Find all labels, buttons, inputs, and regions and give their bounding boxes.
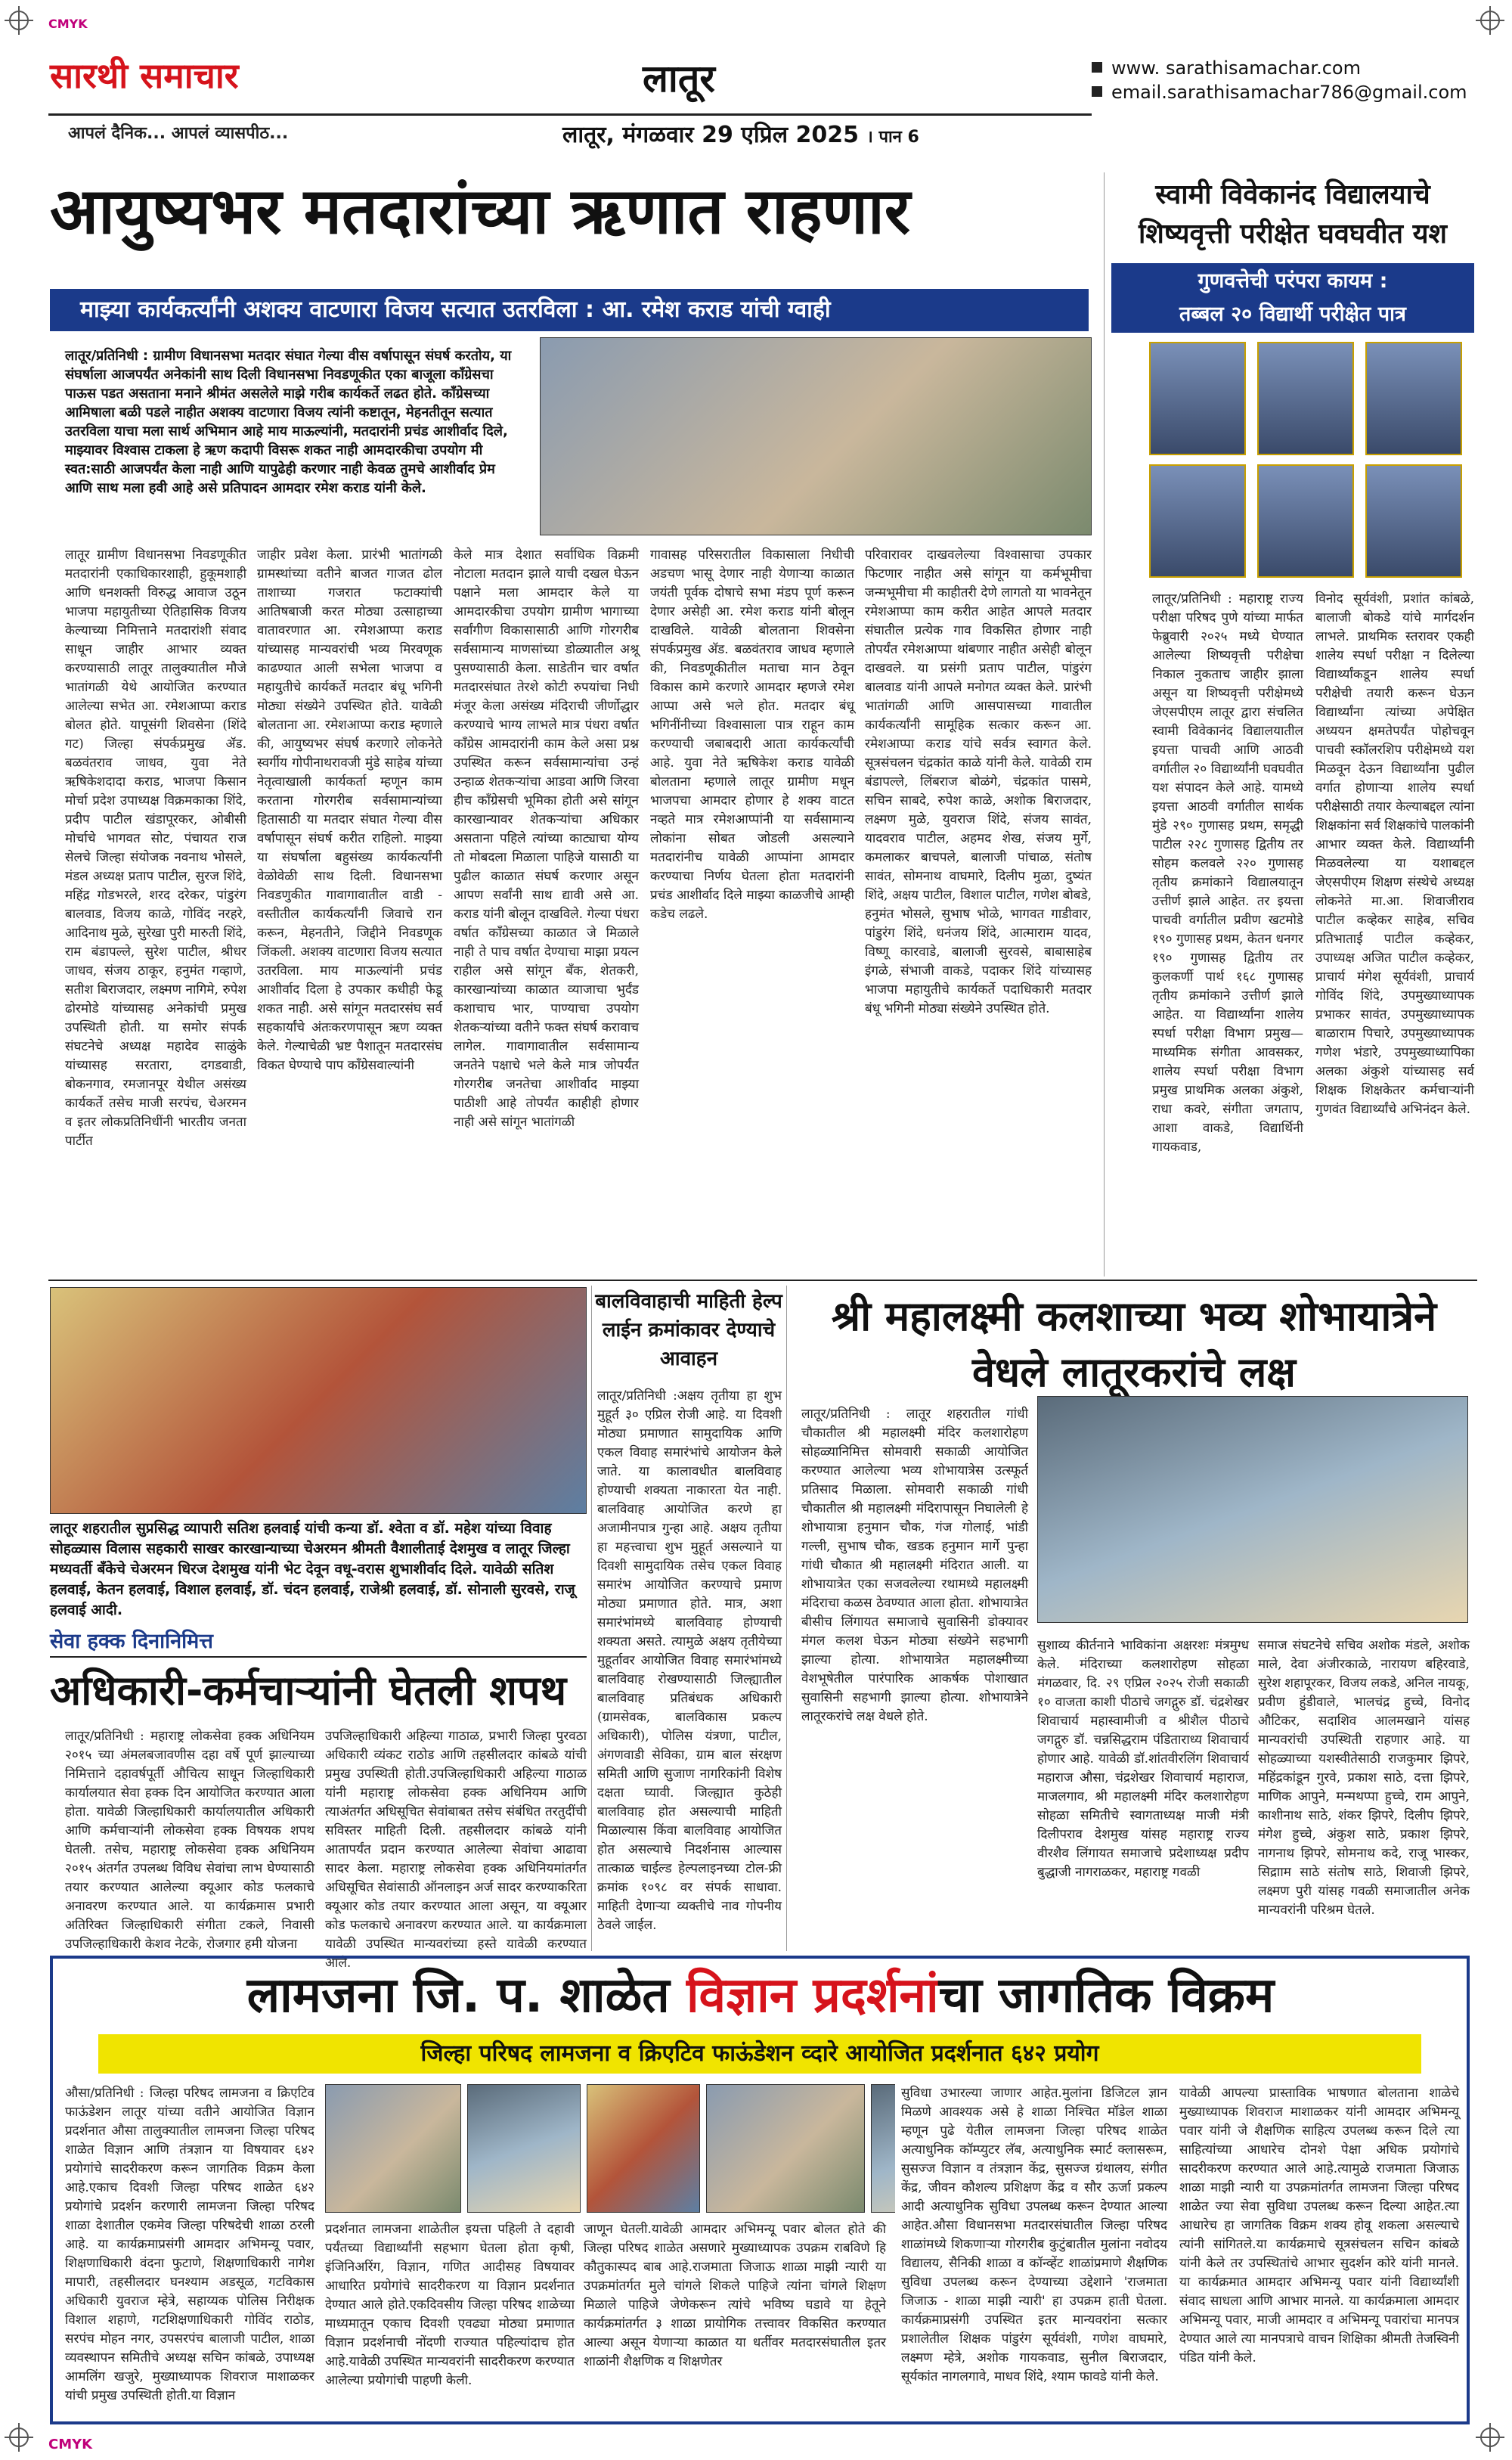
email-text: email.sarathisamachar786@gmail.com	[1111, 82, 1467, 103]
science-headline-highlight: विज्ञान प्रदर्शना	[686, 1968, 939, 2024]
science-headline-part1: लामजना जि. प. शाळेत	[246, 1968, 686, 2024]
kicker-rule	[50, 1656, 587, 1658]
lead-column-5: परिवारावर दाखवलेल्या विश्वासाचा उपकार फिटणार नाहीत असे सांगून या कर्मभूमीचा जन्मभूमीचा मी काहीतरी देणे लागतो या भावनेतून रमेशआप्पा काम करीत आहेत आपले मतदार संघातील प्रत्येक गाव विकसित होणार नाही तोपर्यंत रमेशआप्पा थांबणार नाहीत असेही बोलून दाखवले. या प्रसंगी प्रताप पाटील, पांडुरंग बालवाड यांनी आपले मनोगत व्यक्त केले. प्रारंभी भातांगळी आणि आसपासच्या गावातील कार्यकर्त्यांनी सामूहिक सत्कार करून आ. रमेशआप्पा कराड यांचे सर्वत्र स्वागत केले. सूत्रसंचलन चंद्रकांत काळे यांनी केले. यावेळी राम बंडापल्ले, लिंबराज बोळंगे, चंद्रकांत पासमे, सचिन साबदे, रुपेश काळे, अशोक बिराजदार, लक्ष्मण मुळे, युवराज शिंदे, संजय सावंत, यादवराव पाटील, अहमद शेख, संजय मुर्गे, कमलाकर बाचपले, बालाजी पांचाळ, संतोष सावंत, सोमनाथ वाघमारे, दिलीप मुळा, दुष्यंत शिंदे, अक्षय पाटील, विशाल पाटील, गणेश बोबडे, हनुमंत भोसले, सुभाष भोळे, भागवत गाडीवार, पांडुरंग शिंदे, धनंजय शिंदे, आत्माराम यादव, विष्णू कारवाडे, बालाजी सुरवसे, बाबासाहेब इंगळे, संभाजी वाकडे, पदाकर शिंदे यांच्यासह भाजपा महायुतीचे कार्यकर्ते पदाधिकारी मतदार बंधू भगिनी मोठ्या संख्येने उपस्थित होते.	[865, 548, 1092, 1016]
procession-photo	[1037, 1396, 1468, 1623]
science-photo-4	[706, 2084, 865, 2213]
student-photos	[1149, 342, 1467, 580]
science-photo-1	[325, 2084, 461, 2213]
column-divider	[1104, 172, 1105, 1277]
kalash-column-1: लातूर/प्रतिनिधी : लातूर शहरातील गांधी चौकातील श्री महालक्ष्मी मंदिर कलशारोहण सोहळ्यानिमित्त सोमवारी सकाळी आयोजित करण्यात आलेल्या भव्य शोभायात्रेस उत्स्फूर्त प्रतिसाद मिळाला. सोमवारी सकाळी गांधी चौकातील श्री महालक्ष्मी मंदिरापासून निघालेली हे शोभायात्रा हनुमान चौक, गंज गोलाई, भांडी गल्ली, सुभाष चौक, खडक हनुमान मार्गे पुन्हा गांधी चौकात श्री महालक्ष्मी मंदिरात आली. या शोभायात्रेत एका सजवलेल्या रथामध्ये महालक्ष्मी मंदिराचा कळस ठेवण्यात आला होता. शोभायात्रेत बीसीच लिंगायत समाजाचे सुवासिनी डोक्यावर मंगल कलश घेऊन मोठ्या संख्येने सहभागी झाल्या होत्या. शोभायात्रेत महालक्ष्मीच्या वेशभूषेतील पारंपारिक आकर्षक पोशाखात सुवासिनी सहभागी झाल्या होत्या. शोभायात्रेने लातूरकरांचे लक्ष वेधले होते.	[801, 1407, 1028, 1724]
registration-mark	[1480, 2427, 1500, 2447]
lead-subhead: माझ्या कार्यकर्त्यांनी अशक्य वाटणारा विजय सत्यात उतरविला : आ. रमेश कराड यांची ग्वाही	[50, 289, 1089, 331]
scholar-subhead-line2: तब्बल २० विद्यार्थी परीक्षेत पात्र	[1179, 302, 1406, 326]
lead-column-1: लातूर ग्रामीण विधानसभा निवडणूकीत मतदारांनी एकाधिकारशाही, हुकूमशाही आणि धनशक्ती विरुद्ध आवाज उठून भाजपा महायुतीच्या ऐतिहासिक विजय केल्याच्या निमित्ताने मतदारांशी संवाद साधून जाहीर आभार व्यक्त करण्यासाठी लातूर तालुक्यातील मौजे भातांगळी येथे आयोजित करण्यात आलेल्या सभेत आ. रमेशआप्पा कराड बोलत होते. यापूसंगी शिवसेना (शिंदे गट) जिल्हा संपर्कप्रमुख ॲड. बळवंतराव जाधव, युवा नेते ऋषिकेशदादा कराड, भाजपा किसान मोर्चा प्रदेश उपाध्यक्ष विक्रमकाका शिंदे, प्रदीप पाटील खंडापूरकर, ओबीसी मोर्चाचे भागवत सोट, पंचायत राज सेलचे जिल्हा संयोजक नवनाथ भोसले, मंडल अध्यक्ष प्रताप पाटील, सुरज शिंदे, महिंद्र गोडभरले, शरद दरेकर, पांडुरंग बालवाड, विजय काळे, गोविंद नरहरे, आदिनाथ मुळे, सुरेखा पुरी मारुती शिंदे, राम बंडापल्ले, सुरेश पाटील, श्रीधर जाधव, संजय ठाकूर, हनुमंत गव्हाणे, सतीश बिराजदार, लक्ष्मण नागिमे, रुपेश ढोरमोडे यांच्यासह अनेकांची प्रमुख उपस्थिती होती. या समोर संपर्क संघटनेचे अध्यक्ष महादेव साळुंके यांच्यासह सरतारा, दगडवाडी, बोकनगाव, रमजानपूर येथील असंख्य कार्यकर्ते तसेच माजी सरपंच, चेअरमन व इतर लोकप्रतिनिधींनी भारतीय जनता पार्टीत	[65, 548, 246, 1149]
scholar-headline-line2: शिष्यवृत्ती परीक्षेत घवघवीत यश	[1139, 219, 1447, 250]
date-text: लातूर, मंगळवार 29 एप्रिल 2025	[562, 122, 860, 148]
oath-headline: अधिकारी-कर्मचाऱ्यांनी घेतली शपथ	[50, 1667, 567, 1714]
lead-rally-photo	[540, 337, 1092, 535]
email-icon	[1092, 86, 1102, 97]
registration-mark	[9, 11, 29, 30]
science-subhead: जिल्हा परिषद लामजना व क्रिएटिव फाऊंडेशन व्दारे आयोजित प्रदर्शनात ६४२ प्रयोग	[98, 2034, 1421, 2074]
cmyk-mark: CMYK	[48, 17, 88, 31]
edition-name: लातूर	[643, 57, 715, 101]
scholar-column-2: विनोद सूर्यवंशी, प्रशांत कांबळे, बालाजी बोकडे यांचे मार्गदर्शन लाभले. प्राथमिक स्तरावर एकही शालेय स्पर्धा परीक्षा न दिलेल्या विद्यार्थ्यांकडून शालेय स्पर्धा परीक्षेची तयारी करून घेऊन विद्यार्थ्यांना त्यांच्या अपेक्षित अध्ययन क्षमतेपर्यंत पोहोचवून पाचवी स्कॉलरशिप परीक्षेमध्ये यश मिळवून देऊन विद्यार्थ्यांना पुढील वर्गात होणाऱ्या शालेय स्पर्धा परीक्षेसाठी तयार केल्याबद्दल त्यांना शिक्षकांना सर्व शिक्षकांचे पालकांनी आभार व्यक्त केले. विद्यार्थ्यांनी मिळवलेल्या या यशाबद्दल जेएसपीएम शिक्षण संस्थेचे अध्यक्ष लोकनेते मा.आ. शिवाजीराव पाटील कव्हेकर साहेब, सचिव प्रतिभाताई पाटील कव्हेकर, उपाध्यक्ष अजित पाटील कव्हेकर, प्राचार्य मंगेश सूर्यवंशी, प्राचार्य गोविंद शिंदे, उपमुख्याध्यापक प्रभाकर सावंत, उपमुख्याध्यापक बाळाराम पिचारे, उपमुख्याध्यापक गणेश भंडारे, उपमुख्याध्यापिका अलका अंकुशे यांच्यासह सर्व शिक्षक शिक्षकेतर कर्मचाऱ्यांनी गुणवंत विद्यार्थ्यांचे अभिनंदन केले.	[1315, 591, 1474, 1117]
wedding-photo	[50, 1287, 587, 1514]
masthead-rule	[48, 113, 1092, 116]
student-photo	[1365, 464, 1462, 578]
lead-column-2: जाहीर प्रवेश केला. प्रारंभी भातांगळी ग्रामस्थांच्या वतीने बाजत गाजत ढोल ताशाच्या गजरात फटाक्यांची आतिषबाजी करत मोठ्या उत्साहाच्या वातावरणात आ. रमेशआप्पा कराड यांच्यासह मान्यवरांची भव्य मिरवणूक काढण्यात आली सभेला भाजपा व महायुतीचे कार्यकर्ते मतदार बंधू भगिनी मोठ्या संख्येने उपस्थित होते. यावेळी बोलताना आ. रमेशआप्पा कराड म्हणाले की, आयुष्यभर संघर्ष करणारे लोकनेते स्वर्गीय गोपीनाथरावजी मुंडे साहेब यांच्या नेतृत्वाखाली कार्यकर्ता म्हणून काम करताना गोरगरीब सर्वसामान्यांच्या हितासाठी या मतदार संघात गेल्या वीस वर्षापासून संघर्ष करीत राहिलो. माझ्या या संघर्षाला बहुसंख्य कार्यकर्त्यांनी वेळोवेळी साथ दिली. विधानसभा निवडणुकीत गावागावातील वाडी - वस्तीतील कार्यकर्त्यांनी जिवाचे रान करून, मेहनतीने, जिद्दीने निवडणूक जिंकली. अशक्य वाटणारा विजय सत्यात उतरविला. माय माऊल्यांनी प्रचंड आशीर्वाद दिला हे उपकार कधीही फेडू शकत नाही. असे सांगून मतदारसंघ सर्व सहकार्यांचे अंतःकरणपासून ऋण व्यक्त केले. गेल्याचेळी भ्रष्ट पैशातून मतदारसंघ विकत घेण्याचे पाप कॉंग्रेसवाल्यांनी	[257, 548, 442, 1073]
brand-logo: सारथी समाचार	[50, 55, 239, 96]
science-column-3: जाणून घेतली.यावेळी आमदार अभिमन्यू पवार बोलत होते की जिल्हा परिषद शाळेत असणारे मुख्याध्यापक उपक्रम राबविणे हि कौतुकास्पद बाब आहे.राजमाता जिजाऊ शाळा माझी न्यारी या उपक्रमांतर्गत मुले चांगले शिकले पाहिजे त्यांना चांगले शिक्षण मिळाले पाहिजे जेणेकरून त्यांचे भविष्य घडावे या हेतूने कार्यक्रमांतर्गत ३ शाळा प्रायोगिक तत्त्वावर विकसित करण्यात आल्या असून येणाऱ्या काळात या धर्तीवर मतदारसंघातील इतर शाळांनी शैक्षणिक व शिक्षणेतर	[584, 2222, 886, 2369]
kalash-headline: श्री महालक्ष्मी कलशाच्या भव्य शोभायात्रेने वेधले लातूरकरांचे लक्ष	[831, 1292, 1437, 1396]
scholar-headline-line1: स्वामी विवेकानंद विद्यालयाचे	[1155, 179, 1430, 210]
science-column-1: औसा/प्रतिनिधी : जिल्हा परिषद लामजना व क्रिएटिव फाऊंडेशन लातूर यांच्या वतीने आयोजित विज्ञान प्रदर्शनात औसा तालुक्यातील लामजना जिल्हा परिषद शाळेत विज्ञान आणि तंत्रज्ञान या विषयावर ६४२ प्रयोगांचे सादरीकरण करून जागतिक विक्रम केला आहे.एकाच दिवशी जिल्हा परिषद शाळेत ६४२ प्रयोगांचे प्रदर्शन करणारी लामजना जिल्हा परिषद शाळा देशातील एकमेव जिल्हा परिषदेची शाळा ठरली आहे. या कार्यक्रमाप्रसंगी आमदार अभिमन्यू पवार, शिक्षणाधिकारी वंदना फुटाणे, शिक्षणाधिकारी नागेश मापारी, तहसीलदार घनश्याम अडसूळ, गटविकास अधिकारी युवराज म्हेत्रे, सहाय्यक पोलिस निरीक्षक विशाल शहाणे, गटशिक्षणाधिकारी गोविंद राठोड, सरपंच मोहन नगर, उपसरपंच बालाजी पाटील, शाळा व्यवस्थापन समितीचे अध्यक्ष सचिन कांबळे, उपाध्यक्ष आमलिंग खजुरे, मुख्याध्यापक शिवराज माशाळकर यांची प्रमुख उपस्थिती होती.या विज्ञान	[65, 2086, 314, 2403]
child-body: लातूर/प्रतिनिधी :अक्षय तृतीया हा शुभ मुहूर्त ३० एप्रिल रोजी आहे. या दिवशी मोठ्या प्रमाणात सामुदायिक आणि एकल विवाह समारंभांचे आयोजन केले जाते. या कालावधीत बालविवाह होण्याची शक्यता नाकारता येत नाही. बालविवाह आयोजित करणे हा अजामीनपात्र गुन्हा आहे. अक्षय तृतीया हा महत्त्वाचा शुभ मुहूर्त असल्याने या दिवशी सामुदायिक तसेच एकल विवाह समारंभ आयोजित करण्याचे प्रमाण मोठ्या प्रमाणात होते. मात्र, अशा समारंभांमध्ये बालविवाह होण्याची शक्यता असते. त्यामुळे अक्षय तृतीयेच्या मुहूर्तावर आयोजित विवाह समारंभांमध्ये बालविवाह रोखण्यासाठी जिल्ह्यातील बालविवाह प्रतिबंधक अधिकारी (ग्रामसेवक, बालविकास प्रकल्प अधिकारी), पोलिस यंत्रणा, पाटील, अंगणवाडी सेविका, ग्राम बाल संरक्षण समिती आणि सुजाण नागरिकांनी विशेष दक्षता घ्यावी. जिल्ह्यात कुठेही बालविवाह होत असल्याची माहिती मिळाल्यास किंवा बालविवाह आयोजित होत असल्याचे निदर्शनास आल्यास तात्काळ चाईल्ड हेल्पलाइनच्या टोल-फ्री क्रमांक १०९८ वर संपर्क साधावा. माहिती देणाऱ्या व्यक्तीचे नाव गोपनीय ठेवले जाईल.	[597, 1388, 782, 1933]
student-photo	[1257, 464, 1354, 578]
website-text: www. sarathisamachar.com	[1111, 57, 1361, 79]
kalash-column-2: सुशाव्य कीर्तनाने भाविकांना अक्षरशः मंत्रमुग्ध केले. मंदिराच्या कलशारोहण सोहळा मंगळवार, दि. २९ एप्रिल २०२५ रोजी सकाळी १० वाजता काशी पीठाचे जगद्गुरु डॉ. चंद्रशेखर शिवाचार्य महास्वामीजी व श्रीशैल पीठाचे जगद्गुरु डॉ. चन्नसिद्धराम पंडिताराध्य शिवाचार्य होणार आहे. यावेळी डॉ.शांतवीरलिंग शिवाचार्य महाराज औसा, चंद्रशेखर शिवाचार्य महाराज, माजलगाव, श्री महालक्ष्मी मंदिर कलशारोहण सोहळा समितीचे स्वागताध्यक्ष माजी मंत्री दिलीपराव देशमुख यांसह महाराष्ट्र राज्य वीरशैव लिंगायत समाजाचे प्रदेशाध्यक्ष प्रदीप बुद्धाजी नागराळकर, महाराष्ट्र गवळी	[1037, 1638, 1249, 1880]
cmyk-mark: CMYK	[48, 2437, 93, 2452]
student-photo	[1365, 342, 1462, 455]
column-divider	[786, 1286, 787, 1951]
science-column-2: प्रदर्शनात लामजना शाळेतील इयत्ता पहिली ते दहावी पर्यंतच्या विद्यार्थ्यांनी सहभाग घेतला होता कृषी, इंजिनिअरिंग, विज्ञान, गणित आदीसह विषयावर आधारित प्रयोगांचे सादरीकरण या विज्ञान प्रदर्शनात देण्यात आले होते.एकदिवसीय जिल्हा परिषद शाळेच्या माध्यमातून एकाच दिवशी एवढ्या मोठ्या प्रमाणात विज्ञान प्रदर्शनाची नोंदणी राज्यात पहिल्यांदाच होत आहे.यावेळी उपस्थित मान्यवरांनी सादरीकरण करण्यात आलेल्या प्रयोगांची पाहणी केली.	[325, 2222, 575, 2388]
student-photo	[1149, 464, 1246, 578]
wedding-caption: लातूर शहरातील सुप्रसिद्ध व्यापारी सतिश हलवाई यांची कन्या डॉ. श्वेता व डॉ. महेश यांच्या विवाह सोहळ्यास विलास सहकारी साखर कारखान्याच्या चेअरमन श्रीमती वैशालीताई देशमुख व लातूर जिल्हा मध्यवर्ती बँकेचे चेअरमन धिरज देशमुख यांनी भेट देवून वधू-वरास शुभाशीर्वाद दिले. यावेळी सतिश हलवाई, केतन हलवाई, विशाल हलवाई, डॉ. चंदन हलवाई, राजेश्री हलवाई, डॉ. सोनाली सुरवसे, राजू हलवाई आदी.	[50, 1520, 575, 1618]
scholar-subhead-line1: गुणवत्तेची परंपरा कायम :	[1198, 269, 1388, 293]
lead-intro: लातूर/प्रतिनिधी : ग्रामीण विधानसभा मतदार संघात गेल्या वीस वर्षापासून संघर्ष करतोय, या संघर्षाला आजपर्यंत अनेकांनी साथ दिली विधानसभा निवडणूकीत एका बाजूला कॉंग्रेसचा पाऊस पडत असताना मनाने श्रीमंत असलेले माझे गरीब कार्यकर्ते लढत होते. कॉंग्रेसच्या आमिषाला बळी पडले नाहीत अशक्य वाटणारा विजय त्यांनी कष्टातून, मेहनतीतून सत्यात उतरविला याचा मला सार्थ अभिमान आहे माय माऊल्यांनी, मतदारांनी प्रचंड आशीर्वाद दिले, माझ्यावर विश्वास टाकला हे ऋण कदापी विसरू शकत नाही आमदारकीचा उपयोग मी स्वत:साठी आजपर्यंत केला नाही आणि यापुढेही करणार नाही केवळ तुमचे आशीर्वाद प्रेम आणि साथ मला हवी आहे असे प्रतिपादन आमदार रमेश कराड यांनी केले.	[65, 348, 512, 496]
scholar-column-1: लातूर/प्रतिनिधी : महाराष्ट्र राज्य परीक्षा परिषद पुणे यांच्या मार्फत फेब्रुवारी २०२५ मध्ये घेण्यात आलेल्या शिष्यवृत्ती परीक्षेचा निकाल नुकताच जाहीर झाला असून या शिष्यवृत्ती परीक्षेमध्ये जेएसपीएम लातूर द्वारा संचलित स्वामी विवेकानंद विद्यालयातील इयत्ता पाचवी आणि आठवी वर्गातील २० विद्यार्थ्यांनी घवघवीत यश संपादन केले आहे. यामध्ये इयत्ता आठवी वर्गातील सार्थक मुंडे २९० गुणासह प्रथम, समृद्धी पाटील २२८ गुणासह द्वितीय तर सोहम कलवले २२० गुणासह तृतीय क्रमांकाने विद्यालयातून उत्तीर्ण झाले आहेत. तर इयत्ता पाचवी वर्गातील प्रवीण खटमोडे १९० गुणासह प्रथम, केतन धनगर १९० गुणासह द्वितीय तर कुलकर्णी पार्थ १६८ गुणासह तृतीय क्रमांकाने उत्तीर्ण झाले आहेत. या विद्यार्थ्यांना शालेय स्पर्धा परीक्षा विभाग प्रमुख—माध्यमिक संगीता आवसकर, शालेय स्पर्धा परीक्षा विभाग प्रमुख प्राथमिक अलका अंकुशे, राधा कवरे, संगीता जगताप, आशा वाकडे, विद्यार्थिनी गायकवाड,	[1152, 591, 1303, 1155]
lead-column-4: गावासह परिसरातील विकासाला निधीची अडचण भासू देणार नाही येणाऱ्या काळात जयंती पूर्वक दोषाचे सभा मंडप पूर्ण करून देणार असेही आ. रमेश कराड यांनी बोलून दाखविले. यावेळी बोलताना शिवसेना संपर्कप्रमुख ॲड. बळवंतराव जाधव म्हणाले की, निवडणूकीतील मताचा मान ठेवून विकास कामे करणारे आमदार म्हणजे रमेश आप्पा असे भले होत. मतदार बंधू भगिनींनीच्या विश्वासाला पात्र राहून काम करण्याची जबाबदारी आता कार्यकर्त्यांची आहे. युवा नेते ऋषिकेश कराड यावेळी बोलताना म्हणाले लातूर ग्रामीण मधून भाजपचा आमदार होणार हे शक्य वाटत नव्हते मात्र रमेशआप्पांनी या सर्वसामान्य लोकांना सोबत जोडली असल्याने मतदारांनीच यावेळी आप्पांना आमदार करण्याचा निर्णय घेतला होता मतदारांनी प्रचंड आशीर्वाद दिले माझ्या काळजीचे आम्ही कडेच लढले.	[650, 548, 854, 922]
science-photo-2	[467, 2084, 581, 2213]
science-column-4: सुविधा उभारल्या जाणार आहेत.मुलांना डिजिटल ज्ञान मिळणे आवश्यक असे हे शाळा निश्चित मॉडेल शाळा म्हणून पुढे येतील लामजना जिल्हा परिषद शाळेत अत्याधुनिक कॉम्प्युटर लॅब, अत्याधुनिक स्मार्ट क्लासरूम, सुसज्ज विज्ञान व तंत्रज्ञान केंद्र, सुसज्ज ग्रंथालय, संगीत केंद्र, जीवन कौशल्य प्रशिक्षण केंद्र व सौर ऊर्जा प्रकल्प आदी अत्याधुनिक सुविधा उपलब्ध करून देण्यात आल्या आहेत.औसा विधानसभा मतदारसंघातील जिल्हा परिषद शाळांमध्ये शिकणाऱ्या गोरगरीब कुटुंबातील मुलांना नवोदय विद्यालय, सैनिकी शाळा व कॉन्व्हेंट शाळांप्रमाणे शैक्षणिक सुविधा उपलब्ध करून देण्याच्या उद्देशाने 'राजमाता जिजाऊ - शाळा माझी न्यारी' हा उपक्रम हाती घेतला. कार्यक्रमाप्रसंगी उपस्थित इतर मान्यवरांना सत्कार प्रशालेतील शिक्षक पांडुरंग सूर्यवंशी, गणेश वाघमारे, लक्ष्मण म्हेत्रे, अशोक गायकवाड, सुनील बिराजदार, सूर्यकांत नागलगावे, माधव शिंदे, श्याम फावडे यांनी केले.	[895, 2084, 1167, 2417]
dateline	[562, 118, 919, 149]
scholar-subhead	[1111, 263, 1474, 333]
registration-mark	[1480, 11, 1500, 30]
kalash-column-3: समाज संघटनेचे सचिव अशोक मंडले, अशोक माले, देवा अंजीरकाळे, नारायण बहिरवाडे, सुरेश शहापूरकर, विजय लकडे, अनिल नायकू, प्रवीण हुंडीवाले, भालचंद्र हुच्चे, विनोद औटिकर, सदाशिव आलमखाने यांसह मान्यवरांची उपस्थिती राहणार आहे. या सोहळ्याच्या यशस्वीतेसाठी राजकुमार झिपरे, महिंद्रकांडून गुरवे, प्रकाश साठे, दत्ता झिपरे, माणिक आपुने, मन्मथप्पा हुच्चे, राम आपुने, काशीनाथ साठे, शंकर झिपरे, दिलीप झिपरे, मंगेश हुच्चे, अंकुश साठे, प्रकाश झिपरे, नागनाथ झिपरे, सोमनाथ कदे, राजू भास्कर, सिद्रााम साठे संतोष साठे, शिवाजी झिपरे, लक्ष्मण पुरी यांसह गवळी समाजातील अनेक मान्यवरांनी परिश्रम घेतले.	[1258, 1638, 1470, 1918]
science-headline-part2: ंचा जागतिक विक्रम	[938, 1968, 1275, 2024]
science-column-5: यावेळी आपल्या प्रास्ताविक भाषणात बोलताना शाळेचे मुख्याध्यापक शिवराज माशाळकर यांनी आमदार अभिमन्यू पवार यांनी जे शैक्षणिक साहित्य उपलब्ध करून दिले त्या साहित्यांच्या आधारेच दोनशे पेक्षा अधिक प्रयोगांचे सादरीकरण करण्यात आले आहे.त्यामुळे राजमाता जिजाऊ शाळा माझी न्यारी या उपक्रमांतर्गत लामजना जिल्हा परिषद शाळेत ज्या सेवा सुविधा उपलब्ध करून दिल्या आहेत.त्या आधारेच हा जागतिक विक्रम शक्य होवू शकला असल्याचे त्यांनी सांगितले.या कार्यक्रमाचे सूत्रसंचलन सचिन कांबळे यांनी केले तर उपस्थितांचे आभार सुदर्शन कोरे यांनी मानले. या कार्यक्रमात आमदार अभिमन्यू पवार यांनी विद्यार्थ्यांशी संवाद साधला आणि आभार मानले. या कार्यक्रमाला आमदार अभिमन्यू पवार, माजी आमदार व अभिमन्यू पवारांचा मानपत्र देण्यात आले त्या मानपत्राचे वाचन शिक्षिका श्रीमती तेजस्विनी पंडित यांनी केले.	[1179, 2086, 1460, 2365]
section-rule	[48, 1280, 1477, 1281]
web-icon	[1092, 62, 1102, 73]
oath-column-1: लातूर/प्रतिनिधी : महाराष्ट्र लोकसेवा हक्क अधिनियम २०१५ च्या अंमलबजावणीस दहा वर्षे पूर्ण झाल्याच्या निमित्ताने दहावर्षपूर्ती औचित्य साधून जिल्हाधिकारी कार्यालयात सेवा हक्क दिन आयोजित करण्यात आला होता. यावेळी जिल्हाधिकारी कार्यालयातील अधिकारी आणि कर्मचाऱ्यांनी लोकसेवा हक्क विषयक शपथ घेतली. तसेच, महाराष्ट्र लोकसेवा हक्क अधिनियम २०१५ अंतर्गत उपलब्ध विविध सेवांचा लाभ घेण्यासाठी तयार करण्यात आलेल्या क्यूआर कोड फलकाचे अनावरण करण्यात आले. या कार्यक्रमास प्रभारी अतिरिक्त जिल्हाधिकारी संगीता टकले, निवासी उपजिल्हाधिकारी केशव नेटके, रोजगार हमी योजना	[65, 1729, 314, 1952]
child-headline: बालविवाहाची माहिती हेल्प लाईन क्रमांकावर देण्याचे आवाहन	[595, 1290, 782, 1370]
tagline: आपलं दैनिक... आपलं व्यासपीठ...	[68, 124, 289, 143]
lead-headline: आयुष्यभर मतदारांच्या ऋणात राहणार	[50, 174, 911, 248]
registration-mark	[9, 2427, 29, 2447]
student-photo	[1149, 342, 1246, 455]
oath-column-2: उपजिल्हाधिकारी अहिल्या गाठाळ, प्रभारी जिल्हा पुरवठा अधिकारी व्यंकट राठोड आणि तहसीलदार कांबळे यांची प्रमुख उपस्थिती होती.उपजिल्हाधिकारी अहिल्या गाठाळ यांनी महाराष्ट्र लोकसेवा हक्क अधिनियम आणि त्याअंतर्गत अधिसूचित सेवांबाबत तसेच संबंधित तरतुदींची सविस्तर माहिती दिली. तहसीलदार कांबळे यांनी आतापर्यंत प्रदान करण्यात आलेल्या सेवांचा आढावा सादर केला. महाराष्ट्र लोकसेवा हक्क अधिनियमांतर्गत अधिसूचित सेवांसाठी ऑनलाइन अर्ज सादर करण्याकरिता क्यूआर कोड तयार करण्यात आला असून, या क्यूआर कोड फलकाचे अनावरण करण्यात आले. या कार्यक्रमाला यावेळी उपस्थित मान्यवरांच्या हस्ते यावेळी करण्यात आले.	[325, 1729, 587, 1971]
page-number: । पान 6	[866, 128, 919, 147]
lead-column-3: केले मात्र देशात सर्वाधिक विक्रमी नोटाला मतदान झाले याची दखल घेऊन पक्षाने मला आमदार केले या आमदारकीचा उपयोग ग्रामीण भागाच्या सर्वांगीण विकासासाठी आणि गोरगरीब सर्वसामान्य माणसांच्या डोळ्यातील अश्रू पुसण्यासाठी केला. साडेतीन चार वर्षात मतदारसंघात तेरशे कोटी रुपयांचा निधी मंजूर केला असंख्य मंदिराची जीर्णोद्धार करण्याचे भाग्य लाभले मात्र पंधरा वर्षात कॉंग्रेस आमदारांनी काम केले असा प्रश्न उपस्थित करून सर्वसामान्यांचा उन्हं उन्हाळ शेतकऱ्यांचा आडवा आणि जिरवा हीच कॉंग्रेसची भूमिका होती असे सांगून कारखान्यावर शेतकऱ्यांचा अधिकार असताना पहिले त्यांच्या काट्याचा योग्य तो मोबदला मिळाला पाहिजे यासाठी या पुढील काळात संघर्ष करणार असून आपण सर्वांनी साथ द्यावी असे आ. कराड यांनी बोलून दाखविले. गेल्या पंधरा वर्षात कॉंग्रेसच्या काळात जे मिळाले नाही ते पाच वर्षात देण्याचा माझा प्रयत्न राहील असे सांगून बँक, शेतकरी, कारखान्यांच्या काळात व्याजाचा भुर्दंड कशाचाच भार, पाण्याचा उपयोग शेतकऱ्यांच्या वतीने फक्त संघर्ष करावाच लागेल. गावागावातील सर्वसामान्य जनतेने पक्षाचे भले केले मात्र जोपर्यंत गोरगरीब जनतेचा आशीर्वाद माझ्या पाठीशी आहे तोपर्यंत काहीही होणार नाही असे सांगून भातांगळी	[454, 548, 639, 1130]
column-divider	[591, 1286, 592, 1951]
science-photo-3	[587, 2084, 700, 2213]
science-headline	[65, 1962, 1456, 2030]
student-photo	[1257, 342, 1354, 455]
scholar-headline	[1111, 175, 1474, 254]
oath-kicker: सेवा हक्क दिनानिमित्त	[50, 1630, 213, 1653]
